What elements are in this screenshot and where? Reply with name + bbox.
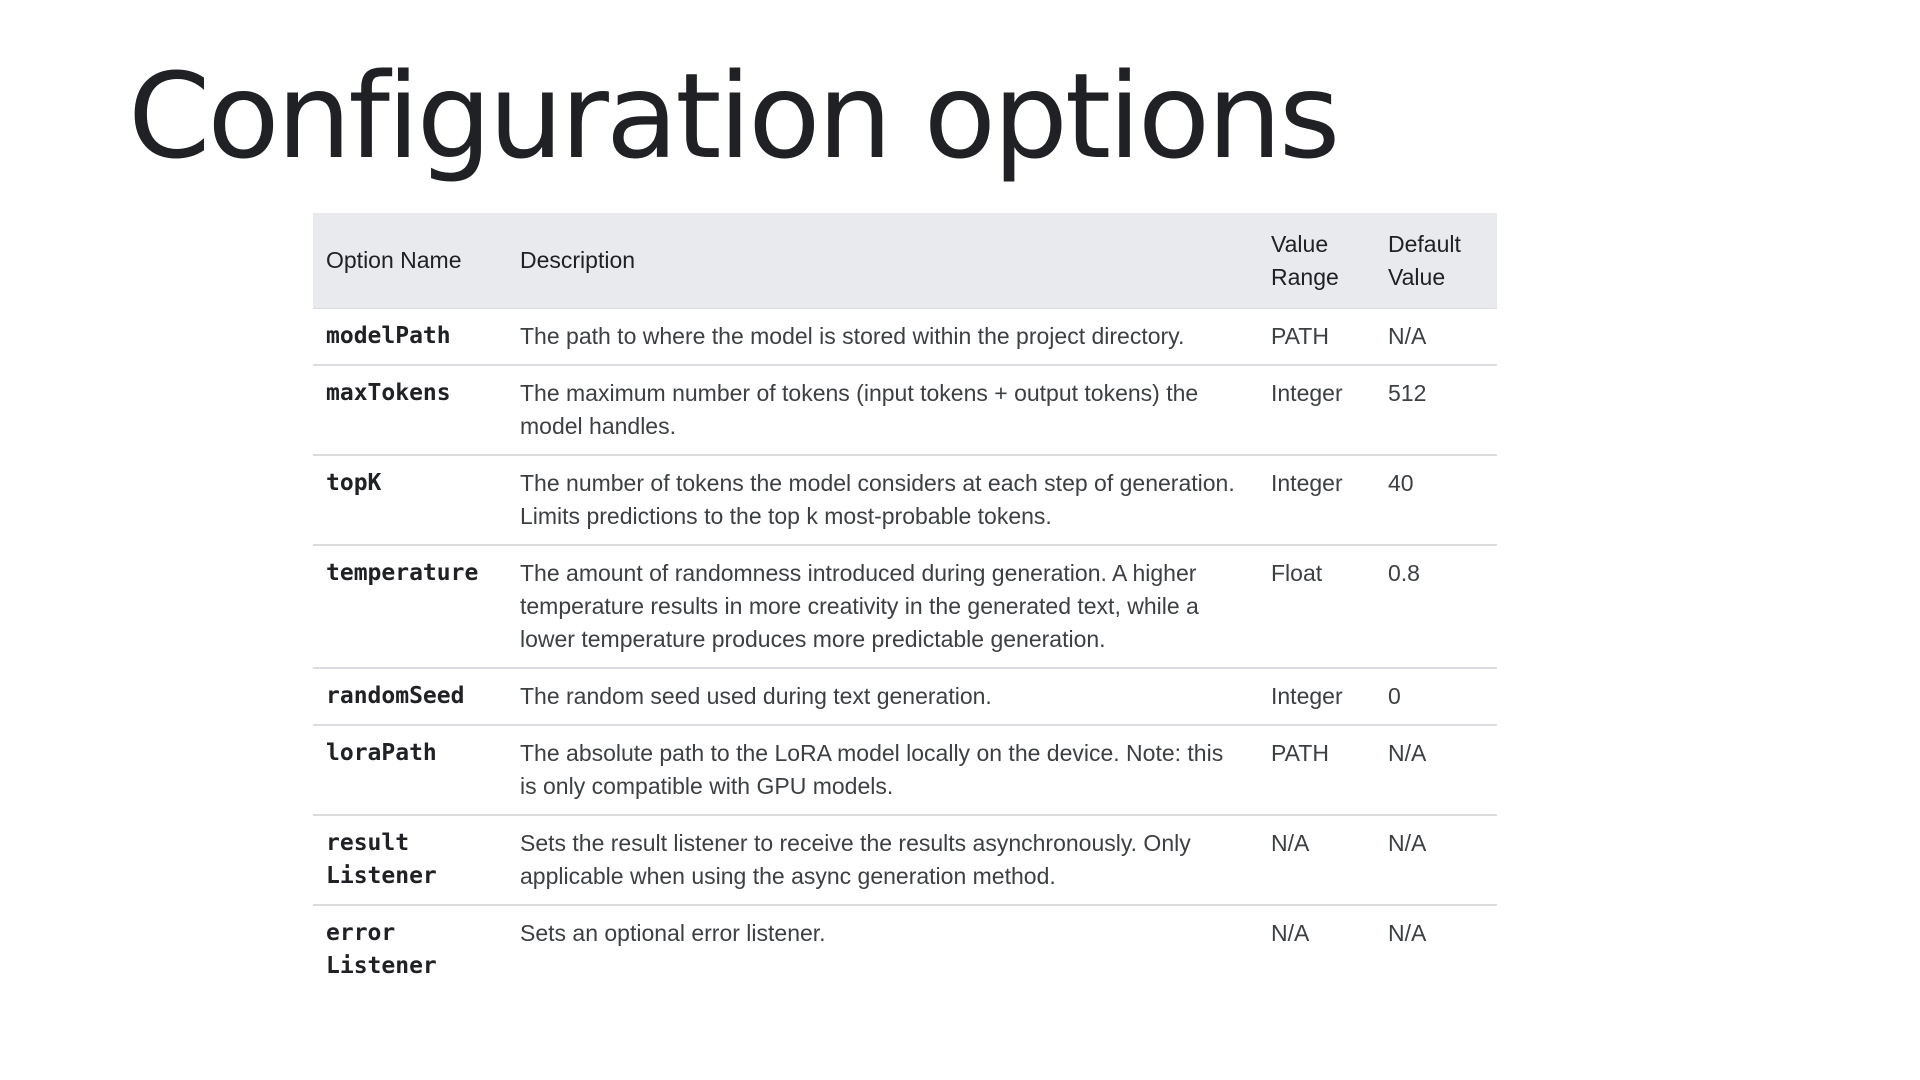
option-value-range: PATH (1258, 309, 1375, 366)
option-name-part: result (326, 830, 410, 856)
config-options-table (313, 213, 1497, 994)
option-value-range: Integer (1258, 365, 1375, 455)
header-default-value-line1: Default (1388, 230, 1461, 257)
header-value-range (1258, 213, 1375, 309)
option-default-value: 0.8 (1375, 545, 1497, 668)
option-name-part: maxTokens (326, 380, 451, 406)
option-name (313, 309, 507, 366)
option-description: The path to where the model is stored within the project directory. (507, 309, 1258, 366)
slide-title: Configuration options (128, 47, 1338, 185)
table-row (313, 545, 1497, 668)
option-default-value: N/A (1375, 309, 1497, 366)
option-value-range: PATH (1258, 725, 1375, 815)
option-name-part: Listener (326, 953, 437, 979)
option-name-part: error (326, 920, 396, 946)
option-name-part: modelPath (326, 323, 451, 349)
option-name-part: Listener (326, 863, 437, 889)
table-row (313, 455, 1497, 545)
header-description: Description (507, 213, 1258, 309)
table-row (313, 815, 1497, 905)
table-row (313, 309, 1497, 366)
option-default-value: N/A (1375, 725, 1497, 815)
option-name (313, 545, 507, 668)
option-name-part: topK (326, 470, 382, 496)
header-value-range-line2: Range (1271, 263, 1339, 290)
header-value-range-line1: Value (1271, 230, 1329, 257)
option-description: The maximum number of tokens (input tokens + output tokens) the model handles. (507, 365, 1258, 455)
option-value-range: N/A (1258, 815, 1375, 905)
option-name (313, 365, 507, 455)
option-value-range: Integer (1258, 455, 1375, 545)
option-name (313, 725, 507, 815)
option-name-part: temperature (326, 560, 479, 586)
option-default-value: 0 (1375, 668, 1497, 725)
option-value-range: Float (1258, 545, 1375, 668)
option-default-value: 512 (1375, 365, 1497, 455)
option-value-range: Integer (1258, 668, 1375, 725)
table-row (313, 365, 1497, 455)
option-description: The number of tokens the model considers at each step of generation. Limits predictions to the top k most-probable tokens. (507, 455, 1258, 545)
table-row (313, 905, 1497, 994)
table-row (313, 725, 1497, 815)
option-name (313, 905, 507, 994)
option-default-value: N/A (1388, 920, 1427, 946)
header-default-value-line2: Value (1388, 263, 1446, 290)
option-name-part: loraPath (326, 740, 437, 766)
option-default-value: 40 (1375, 455, 1497, 545)
option-default-value: N/A (1375, 815, 1497, 905)
option-name-part: randomSeed (326, 683, 465, 709)
table-header-row (313, 213, 1497, 309)
option-description: Sets an optional error listener. (520, 920, 826, 946)
option-value-range: N/A (1271, 920, 1310, 946)
option-name (313, 815, 507, 905)
option-description: Sets the result listener to receive the results asynchronously. Only applicable when using the async generation method. (507, 815, 1258, 905)
table-row (313, 668, 1497, 725)
header-option-name: Option Name (313, 213, 507, 309)
header-default-value (1375, 213, 1497, 309)
option-description: The amount of randomness introduced during generation. A higher temperature results in more creativity in the generated text, while a lower temperature produces more predictable generation. (507, 545, 1258, 668)
option-description: The absolute path to the LoRA model locally on the device. Note: this is only compatible with GPU models. (507, 725, 1258, 815)
option-description: The random seed used during text generation. (507, 668, 1258, 725)
option-name (313, 455, 507, 545)
option-name (313, 668, 507, 725)
